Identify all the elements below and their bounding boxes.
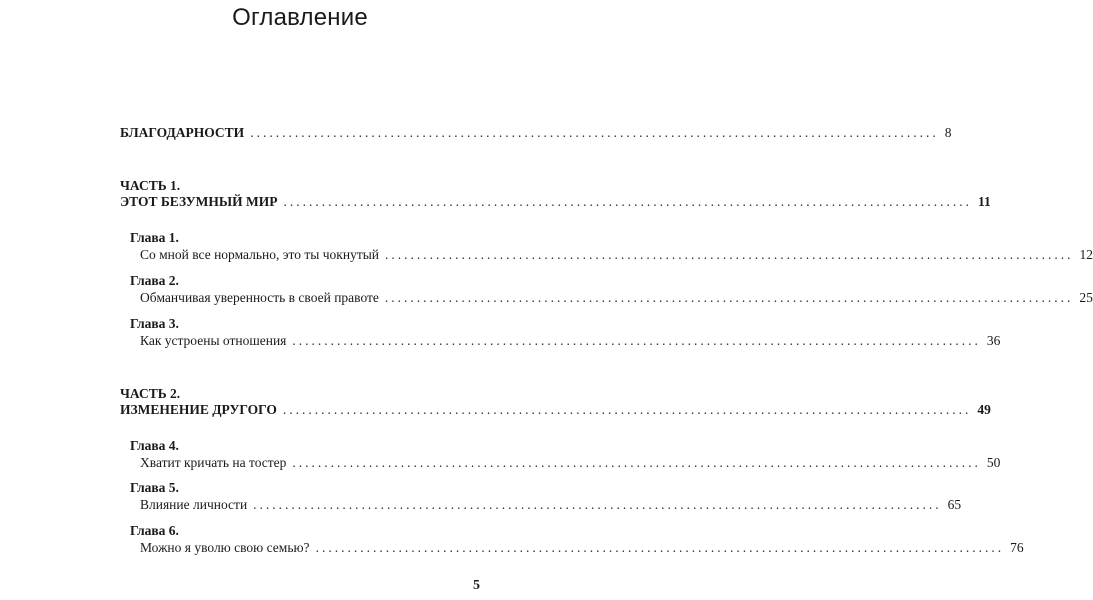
chapter-title: Со мной все нормально, это ты чокнутый: [140, 247, 380, 262]
toc-entry-page: 8: [944, 125, 952, 140]
chapter-number: Глава 3.: [130, 316, 179, 331]
dot-leader: ............................................................................................................: [385, 247, 1074, 262]
chapter-number: Глава 1.: [130, 230, 179, 245]
chapter-title: Можно я уволю свою семью?: [140, 540, 310, 555]
dot-leader: ............................................................................................................: [283, 194, 973, 209]
chapter-number: Глава 4.: [130, 438, 179, 453]
toc-entry-page: 36: [986, 333, 1001, 348]
part-number: ЧАСТЬ 2.: [120, 386, 181, 401]
toc-entry-part-2[interactable]: [120, 401, 991, 419]
toc-entry-page: 12: [1079, 247, 1093, 262]
part-title: ИЗМЕНЕНИЕ ДРУГОГО: [120, 402, 277, 417]
toc-entry-chapter-3[interactable]: [140, 332, 1001, 350]
toc-entry-chapter-5[interactable]: [140, 496, 962, 514]
toc-entry-label: БЛАГОДАРНОСТИ: [120, 125, 245, 140]
chapter-title: Как устроены отношения: [140, 333, 287, 348]
dot-leader: ............................................................................................................: [292, 333, 981, 348]
dot-leader: ............................................................................................................: [384, 290, 1074, 305]
chapter-title: Хватит кричать на тостер: [140, 455, 287, 470]
toc-entry-page: 49: [977, 402, 991, 417]
toc-entry-chapter-4[interactable]: [140, 454, 1001, 472]
chapter-number: Глава 5.: [130, 480, 179, 495]
dot-leader: ............................................................................................................: [292, 455, 981, 470]
toc-entry-page: 25: [1079, 290, 1093, 305]
page-number: 5: [473, 578, 480, 593]
dot-leader: ............................................................................................................: [253, 497, 942, 512]
chapter-title: Влияние личности: [140, 497, 248, 512]
toc-entry-page: 50: [986, 455, 1001, 470]
page-title: Оглавление: [232, 4, 368, 31]
dot-leader: ............................................................................................................: [282, 402, 972, 417]
dot-leader: ............................................................................................................: [315, 540, 1005, 555]
chapter-number: Глава 6.: [130, 523, 179, 538]
toc-entry-chapter-6[interactable]: [140, 539, 1024, 557]
toc-entry-page: 11: [978, 194, 991, 209]
chapter-title: Обманчивая уверенность в своей правоте: [140, 290, 379, 305]
part-title: ЭТОТ БЕЗУМНЫЙ МИР: [120, 194, 278, 209]
toc-entry-acknowledgements[interactable]: [120, 124, 952, 142]
toc-entry-page: 65: [947, 497, 962, 512]
toc-entry-chapter-2[interactable]: [140, 289, 1093, 307]
toc-entry-page: 76: [1010, 540, 1024, 555]
dot-leader: ............................................................................................................: [250, 125, 939, 140]
chapter-number: Глава 2.: [130, 273, 179, 288]
part-number: ЧАСТЬ 1.: [120, 178, 181, 193]
toc-entry-chapter-1[interactable]: [140, 246, 1093, 264]
toc-entry-part-1[interactable]: [120, 193, 991, 211]
